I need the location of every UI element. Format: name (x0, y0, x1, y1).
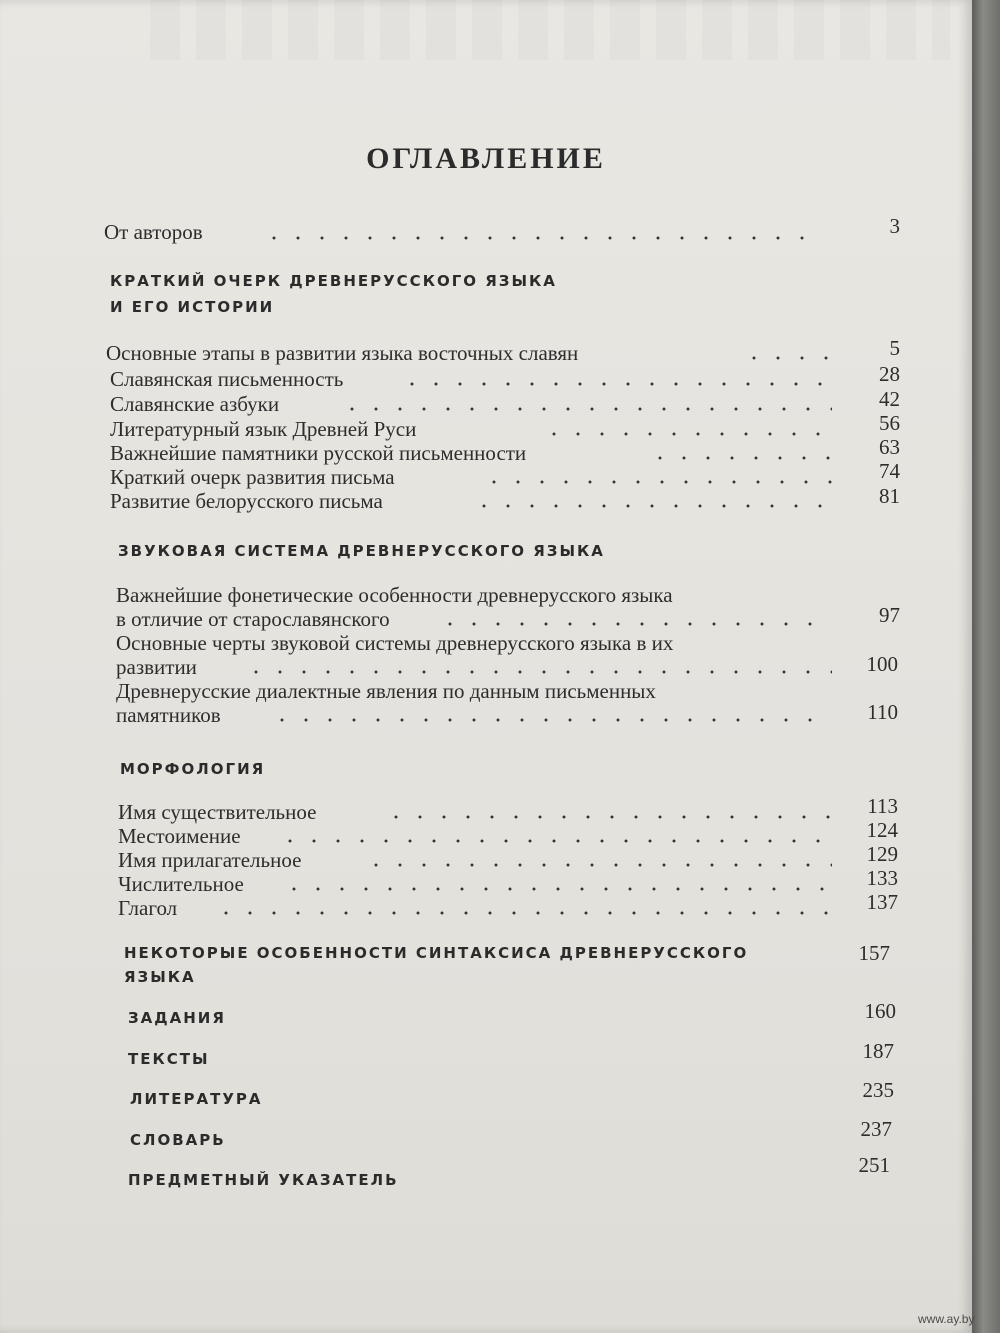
chapter-page: 187 (862, 1039, 894, 1063)
toc-entry-page: 56 (879, 411, 900, 435)
toc-entry-label: Числительное (118, 872, 244, 896)
leader-dots (438, 622, 832, 626)
toc-entry-label-line-2: развитии (116, 655, 197, 679)
toc-entry-label: Глагол (118, 896, 178, 920)
toc-entry-label: Местоимение (118, 824, 241, 848)
toc-entry-label: Основные этапы в развитии языка восточных славян (106, 341, 579, 365)
toc-entry-label: Имя существительное (118, 800, 317, 824)
chapter-heading-syntax-line-2: ЯЗЫКА (124, 968, 196, 986)
toc-entry-page: 81 (879, 484, 900, 508)
toc-entry-intro-page: 3 (889, 214, 900, 238)
toc-entry-page: 137 (866, 890, 898, 914)
toc-entry-page: 63 (879, 435, 900, 459)
chapter-page: 237 (860, 1117, 892, 1141)
chapter-heading-literature: ЛИТЕРАТУРА (130, 1090, 263, 1108)
toc-entry-label: Развитие белорусского письма (110, 489, 383, 513)
toc-entry-page: 100 (866, 652, 898, 676)
chapter-heading-subject-index: ПРЕДМЕТНЫЙ УКАЗАТЕЛЬ (128, 1171, 399, 1189)
section-heading-3: МОРФОЛОГИЯ (120, 760, 266, 778)
book-binding-edge (972, 0, 1000, 1333)
toc-entry-page: 110 (867, 700, 898, 724)
leader-dots (542, 432, 832, 436)
chapter-heading-dictionary: СЛОВАРЬ (130, 1131, 226, 1149)
leader-dots (384, 815, 832, 819)
leader-dots (742, 356, 832, 360)
leader-dots (472, 504, 832, 508)
leader-dots (244, 670, 832, 674)
chapter-page: 157 (858, 941, 890, 965)
chapter-heading-syntax-line-1: НЕКОТОРЫЕ ОСОБЕННОСТИ СИНТАКСИСА ДРЕВНЕРУССКОГО (124, 944, 749, 962)
leader-dots (648, 456, 832, 460)
toc-entry-label: Славянская письменность (110, 367, 344, 391)
toc-entry-page: 97 (879, 603, 900, 627)
leader-dots (214, 911, 832, 915)
toc-entry-page: 5 (889, 336, 900, 360)
section-heading-2: ЗВУКОВАЯ СИСТЕМА ДРЕВНЕРУССКОГО ЯЗЫКА (118, 542, 605, 560)
toc-entry-label-line-1: Древнерусские диалектные явления по данным письменных (116, 679, 656, 703)
section-heading-1-line-2: И ЕГО ИСТОРИИ (110, 298, 275, 316)
chapter-page: 235 (862, 1078, 894, 1102)
leader-dots (482, 480, 832, 484)
leader-dots (262, 236, 822, 240)
toc-entry-label-line-1: Основные черты звуковой системы древнерусского языка в их (116, 631, 674, 655)
watermark: www.ay.by (918, 1312, 975, 1326)
toc-entry-page: 42 (879, 387, 900, 411)
chapter-heading-tasks: ЗАДАНИЯ (128, 1009, 226, 1027)
toc-entry-label: Славянские азбуки (110, 392, 280, 416)
toc-title: ОГЛАВЛЕНИЕ (366, 142, 606, 175)
leader-dots (340, 407, 832, 411)
section-heading-1-line-1: КРАТКИЙ ОЧЕРК ДРЕВНЕРУССКОГО ЯЗЫКА (110, 272, 557, 290)
toc-entry-page: 113 (867, 794, 898, 818)
toc-entry-page: 28 (879, 362, 900, 386)
chapter-heading-texts: ТЕКСТЫ (128, 1050, 210, 1068)
toc-entry-label-line-2: памятников (116, 703, 221, 727)
leader-dots (400, 382, 832, 386)
leader-dots (364, 863, 832, 867)
toc-entry-label-line-2: в отличие от старославянского (116, 607, 390, 631)
bleed-through-text (150, 0, 950, 60)
toc-entry-label: Краткий очерк развития письма (110, 465, 395, 489)
chapter-page: 160 (864, 999, 896, 1023)
leader-dots (282, 887, 832, 891)
toc-entry-intro-label: От авторов (104, 220, 203, 244)
toc-entry-label: Литературный язык Древней Руси (110, 417, 417, 441)
toc-entry-label: Имя прилагательное (118, 848, 302, 872)
toc-entry-page: 129 (866, 842, 898, 866)
toc-entry-page: 133 (866, 866, 898, 890)
toc-entry-page: 124 (866, 818, 898, 842)
toc-entry-label-line-1: Важнейшие фонетические особенности древнерусского языка (116, 583, 673, 607)
chapter-page: 251 (858, 1153, 890, 1177)
toc-entry-label: Важнейшие памятники русской письменности (110, 441, 527, 465)
leader-dots (270, 718, 832, 722)
leader-dots (278, 839, 832, 843)
toc-entry-page: 74 (879, 459, 900, 483)
